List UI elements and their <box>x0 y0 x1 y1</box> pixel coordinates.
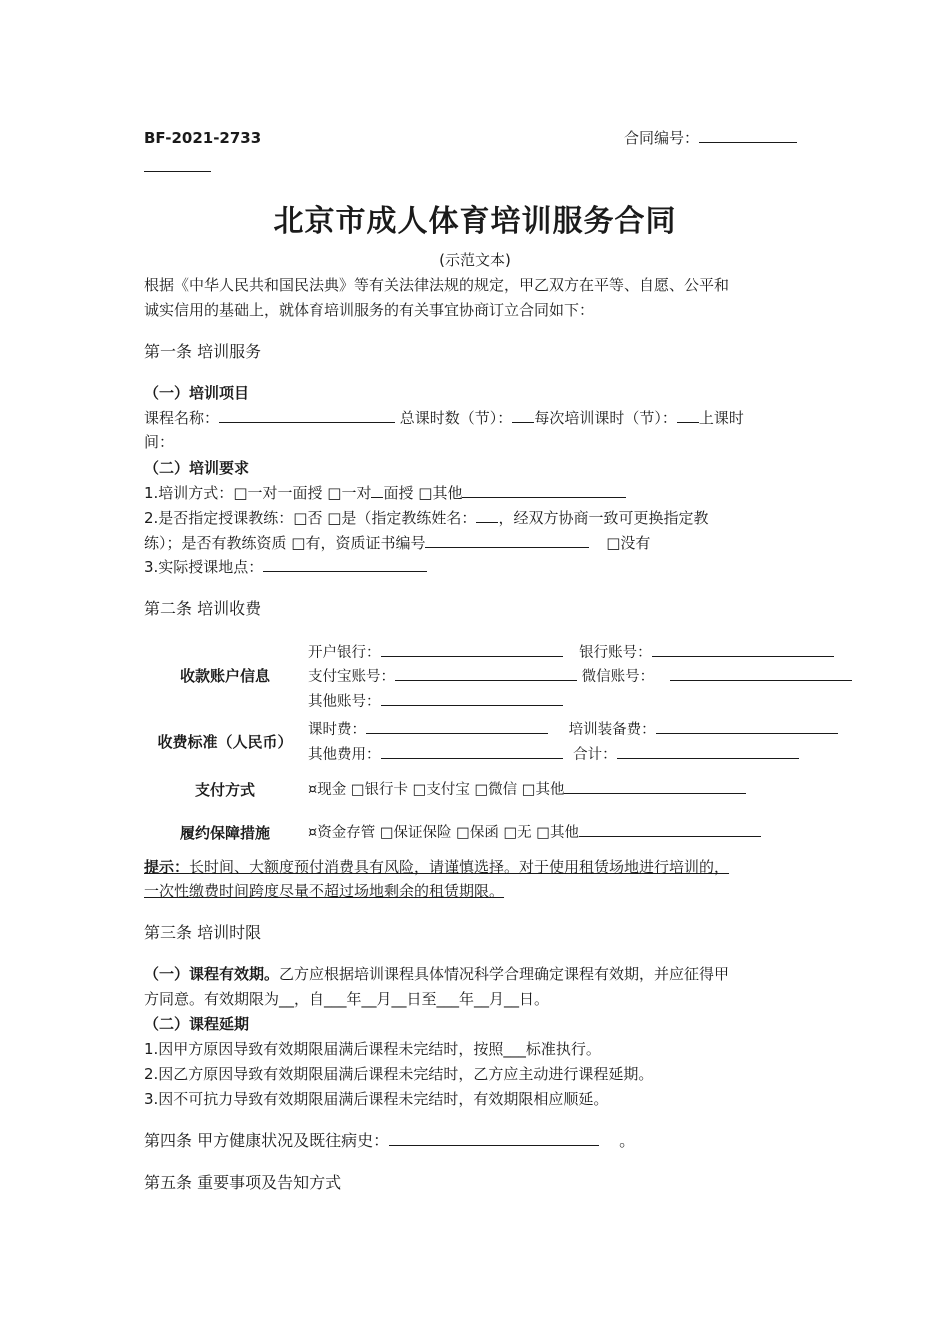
certificate-number-blank[interactable] <box>425 533 589 548</box>
payment-method-label: 支付方式 <box>194 781 255 799</box>
article-5-heading: 第五条 重要事项及告知方式 <box>144 1173 342 1192</box>
intro-line-1: 根据《中华人民共和国民法典》等有关法律法规的规定，甲乙双方在平等、自愿、公平和 <box>144 276 730 294</box>
intro-line-2: 诚实信用的基础上，就体育培训服务的有关事宜协商订立合同如下： <box>144 301 595 319</box>
per-session-label: 每次培训课时（节）： <box>534 409 677 427</box>
total-hours-label: 总课时数（节）： <box>399 409 513 427</box>
document-title: 北京市成人体育培训服务合同 <box>273 204 677 239</box>
alipay-row <box>308 666 852 687</box>
class-time-label: 上课时 <box>698 409 744 427</box>
guarantee-other-blank[interactable] <box>579 822 761 837</box>
article-1-sub-1: （一）培训项目 <box>144 384 250 402</box>
coach-name-blank[interactable] <box>476 508 498 523</box>
guarantee-option-insurance[interactable]: □保证保险 <box>379 825 452 841</box>
validity-line-1 <box>144 964 729 984</box>
guarantee-option-escrow[interactable]: ¤资金存管 <box>308 825 376 841</box>
course-name-blank[interactable] <box>219 408 395 423</box>
article-4-heading: 第四条 甲方健康状况及既往病史： <box>144 1131 390 1150</box>
alipay-label: 支付宝账号： <box>308 669 395 685</box>
other-account-label: 其他账号： <box>308 694 381 710</box>
bank-account-blank[interactable] <box>652 642 834 657</box>
payment-option-bank-card[interactable]: □银行卡 <box>350 782 409 798</box>
venue-line <box>144 557 427 577</box>
guarantee-option-other[interactable]: □其他 <box>536 825 579 841</box>
contract-number-blank[interactable] <box>699 128 797 143</box>
venue-blank[interactable] <box>263 557 427 572</box>
training-method-line <box>144 483 626 503</box>
course-info-line <box>144 408 744 428</box>
guarantee-option-letter[interactable]: □保函 <box>456 825 499 841</box>
other-method-blank[interactable] <box>462 483 626 498</box>
payment-option-alipay[interactable]: □支付宝 <box>412 782 470 798</box>
total-hours-blank[interactable] <box>512 408 534 423</box>
guarantee-label: 履约保障措施 <box>179 824 270 842</box>
bank-blank[interactable] <box>381 642 563 657</box>
article-4-end: 。 <box>619 1131 636 1150</box>
tip-label: 提示： <box>144 858 190 876</box>
coach-designation-text-2: ，经双方协商一致可更换指定教 <box>498 509 709 527</box>
validity-text: 乙方应根据培训课程具体情况科学合理确定课程有效期，并应征得甲 <box>279 965 730 983</box>
tip-line-1 <box>144 857 729 877</box>
article-3-heading: 第三条 培训时限 <box>144 923 262 942</box>
tip-text-1: 长时间、大额度预付消费具有风险，请谨慎选择。对于使用租赁场地进行培训的， <box>189 858 730 876</box>
coach-qualification-text: 练）；是否有教练资质 □有，资质证书编号 <box>144 534 426 552</box>
training-method-label: 1.培训方式： <box>144 484 234 502</box>
account-info-label: 收款账户信息 <box>179 667 270 685</box>
article-2-heading: 第二条 培训收费 <box>144 599 262 618</box>
payment-option-other[interactable]: □其他 <box>521 782 565 798</box>
coach-line-1 <box>144 508 708 528</box>
lesson-fee-row <box>308 719 838 740</box>
other-account-row <box>308 691 563 712</box>
lesson-fee-label: 课时费： <box>308 722 366 738</box>
document-subtitle: (示范文本) <box>439 251 511 269</box>
equipment-fee-blank[interactable] <box>656 719 838 734</box>
article-4-line <box>144 1131 635 1151</box>
article-3-sub-2: （二）课程延期 <box>144 1015 250 1033</box>
one-on-n-blank[interactable] <box>371 483 383 498</box>
coach-designation-text: 2.是否指定授课教练：□否 □是（指定教练姓名： <box>144 509 477 527</box>
option-other-method[interactable]: □其他 <box>418 484 463 502</box>
contract-number-blank-continued <box>144 171 211 172</box>
coach-line-2 <box>144 533 650 553</box>
per-session-blank[interactable] <box>677 408 699 423</box>
article-1-heading: 第一条 培训服务 <box>144 342 262 361</box>
tip-line-2: 一次性缴费时间跨度尽量不超过场地剩余的租赁期限。 <box>144 882 505 900</box>
other-fee-blank[interactable] <box>381 744 563 759</box>
option-no-qualification[interactable]: □没有 <box>606 534 651 552</box>
wechat-label: 微信账号： <box>581 669 655 685</box>
health-history-blank[interactable] <box>389 1131 599 1146</box>
option-one-on-n-b: 面授 <box>383 484 414 502</box>
venue-label: 3.实际授课地点： <box>144 558 264 576</box>
other-account-blank[interactable] <box>381 691 563 706</box>
bank-label: 开户银行： <box>308 645 381 661</box>
payment-option-cash[interactable]: ¤现金 <box>308 782 347 798</box>
payment-option-wechat[interactable]: □微信 <box>474 782 518 798</box>
other-fee-label: 其他费用： <box>308 747 381 763</box>
class-time-label-continued: 间： <box>144 433 175 451</box>
course-name-label: 课程名称： <box>144 409 220 427</box>
document-code: BF-2021-2733 <box>144 129 262 147</box>
total-blank[interactable] <box>617 744 799 759</box>
total-label: 合计： <box>573 747 617 763</box>
wechat-blank[interactable] <box>670 666 852 681</box>
alipay-blank[interactable] <box>395 666 577 681</box>
validity-label: （一）课程有效期。 <box>144 965 280 983</box>
guarantee-options-row <box>308 822 761 843</box>
option-one-on-one[interactable]: □一对一面授 <box>233 484 323 502</box>
extension-item-2: 2.因乙方原因导致有效期限届满后课程未完结时，乙方应主动进行课程延期。 <box>144 1065 654 1083</box>
payment-options-row <box>308 779 746 800</box>
fee-standard-label: 收费标准（人民币） <box>157 733 293 751</box>
other-fee-row <box>308 744 799 765</box>
bank-row <box>308 642 834 663</box>
contract-number-label: 合同编号： <box>624 129 700 147</box>
bank-account-label: 银行账号： <box>579 645 652 661</box>
extension-item-3: 3.因不可抗力导致有效期限届满后课程未完结时，有效期限相应顺延。 <box>144 1090 609 1108</box>
article-1-sub-2: （二）培训要求 <box>144 459 250 477</box>
payment-other-blank[interactable] <box>564 779 746 794</box>
option-one-on-n-a[interactable]: □一对 <box>327 484 372 502</box>
contract-number <box>624 128 797 148</box>
validity-line-2: 方同意。有效期限为__，自___年__月__日至___年__月__日。 <box>144 990 550 1008</box>
extension-item-1: 1.因甲方原因导致有效期限届满后课程未完结时，按照___标准执行。 <box>144 1040 601 1058</box>
equipment-fee-label: 培训装备费： <box>568 722 656 738</box>
guarantee-option-none[interactable]: □无 <box>503 825 532 841</box>
lesson-fee-blank[interactable] <box>366 719 548 734</box>
